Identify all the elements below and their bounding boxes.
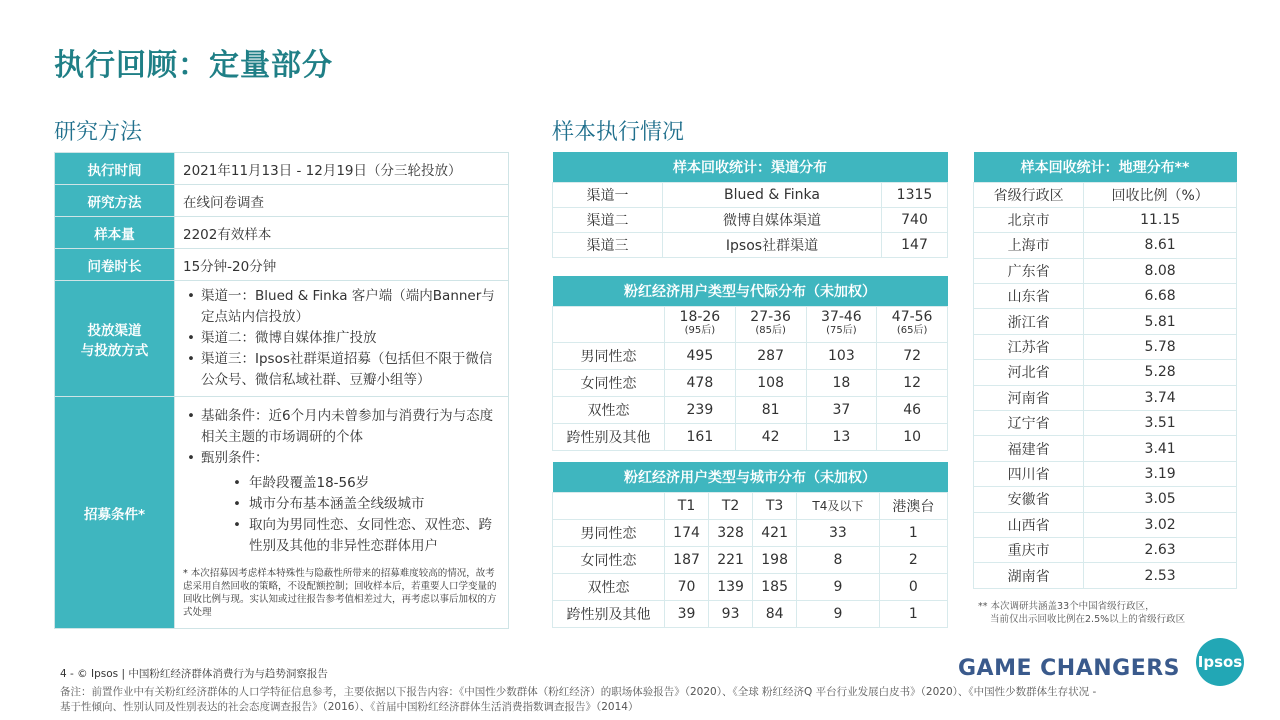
age-col	[806, 306, 877, 342]
row-label: 跨性别及其他	[553, 423, 665, 450]
channel-item: • 渠道一：Blued & Finka 客户端（端内Banner与定点站内信投放）	[183, 286, 500, 328]
province: 山西省	[974, 512, 1084, 537]
table-header-row	[553, 306, 948, 342]
cell: 37	[806, 396, 877, 423]
recruit-note: * 本次招募因考虑样本特殊性与隐蔽性所带来的招募难度较高的情况，故考虑采用自然回收的策略，不设配额控制；回收样本后，若重要人口学变量的回收比例与现。实认知或过往报告参考值相差过大，再考虑以事后加权的方式处理	[183, 568, 497, 618]
age-col	[665, 306, 736, 342]
city-col: T3	[753, 492, 797, 519]
cell: 161	[665, 423, 736, 450]
row-label: 跨性别及其他	[553, 600, 665, 627]
channel-label-line2: 与投放方式	[80, 342, 149, 359]
city-table-header: 粉红经济用户类型与城市分布（未加权）	[553, 462, 948, 492]
age-table-header: 粉红经济用户类型与代际分布（未加权）	[553, 276, 948, 306]
table-row	[974, 461, 1237, 486]
table-row	[553, 182, 948, 207]
footer-note: 备注：前置作业中有关粉红经济群体的人口学特征信息参考，主要依据以下报告内容：《中国性少数群体（粉红经济）的职场体验报告》（2020）、《全球 粉红经济Q 平台行业发展白皮书》（2020）、《中国性少数群体生存状况 - 基于性倾向、性别认同及性别表达的社会态度调查报告》（2016）、《首届中国粉红经济群体生活消费指数调查报告》（2014）	[60, 686, 1097, 713]
table-row	[974, 563, 1237, 588]
method-value: 2202有效样本	[175, 217, 509, 249]
age-gen: (95后)	[684, 325, 716, 336]
channel-source: Ipsos社群渠道	[663, 232, 882, 257]
ratio: 3.02	[1084, 512, 1237, 537]
age-range: 37-46	[821, 309, 862, 325]
method-section-title: 研究方法	[54, 120, 143, 145]
method-key: 样本量	[55, 217, 175, 249]
cell: 42	[735, 423, 806, 450]
table-row	[974, 512, 1237, 537]
table-row	[553, 396, 948, 423]
ratio: 3.51	[1084, 411, 1237, 436]
method-table	[54, 152, 509, 629]
method-key: 招募条件*	[55, 397, 175, 629]
table-row	[974, 309, 1237, 334]
cell: 328	[709, 519, 753, 546]
method-key: 研究方法	[55, 185, 175, 217]
province: 河北省	[974, 360, 1084, 385]
table-row	[974, 537, 1237, 562]
ratio: 5.28	[1084, 360, 1237, 385]
age-range: 47-56	[891, 309, 933, 325]
cell: 18	[806, 369, 877, 396]
recruit-sub-item: • 取向为男同性恋、女同性恋、双性恋、跨性别及其他的非异性恋群体用户	[183, 515, 500, 557]
geo-col: 省级行政区	[974, 182, 1084, 207]
channel-source: 微博自媒体渠道	[663, 207, 882, 232]
cell: 1	[879, 519, 947, 546]
method-key: 执行时间	[55, 153, 175, 185]
geo-table	[973, 152, 1237, 589]
row-label: 女同性恋	[553, 369, 665, 396]
age-gen: (85后)	[755, 325, 786, 336]
table-row	[553, 423, 948, 450]
age-gen: (65后)	[896, 325, 928, 336]
cell: 287	[735, 342, 806, 369]
cell: 187	[665, 546, 709, 573]
brand-slogan: GAME CHANGERS	[958, 656, 1181, 681]
channel-source: Blued & Finka	[663, 182, 882, 207]
ipsos-logo: Ipsos	[1196, 638, 1244, 686]
sample-section-title: 样本执行情况	[552, 120, 685, 145]
city-corner-cell	[553, 492, 665, 519]
table-row	[974, 411, 1237, 436]
cell: 0	[879, 573, 947, 600]
age-gen: (75后)	[826, 325, 857, 336]
method-row	[55, 249, 509, 281]
channel-label-line1: 投放渠道	[87, 322, 142, 339]
ratio: 2.53	[1084, 563, 1237, 588]
province: 安徽省	[974, 487, 1084, 512]
province: 重庆市	[974, 537, 1084, 562]
table-row	[974, 487, 1237, 512]
province: 福建省	[974, 436, 1084, 461]
ratio: 11.15	[1084, 207, 1237, 232]
age-col	[877, 306, 948, 342]
channel-item: • 渠道二：微博自媒体推广投放	[183, 328, 500, 349]
cell: 495	[665, 342, 736, 369]
channel-table	[552, 152, 948, 258]
channel-count: 147	[882, 232, 948, 257]
cell: 9	[797, 600, 880, 627]
province: 四川省	[974, 461, 1084, 486]
method-key: 问卷时长	[55, 249, 175, 281]
city-table	[552, 462, 948, 628]
method-row	[55, 217, 509, 249]
table-row	[974, 436, 1237, 461]
cell: 10	[877, 423, 948, 450]
province: 湖南省	[974, 563, 1084, 588]
table-row	[553, 232, 948, 257]
channel-item: • 渠道三：Ipsos社群渠道招募（包括但不限于微信公众号、微信私域社群、豆瓣小组等）	[183, 349, 500, 391]
cell: 103	[806, 342, 877, 369]
method-value: 15分钟-20分钟	[175, 249, 509, 281]
province: 上海市	[974, 233, 1084, 258]
cell: 93	[709, 600, 753, 627]
footer-page-info: 4 - © Ipsos | 中国粉红经济群体消费行为与趋势洞察报告	[60, 668, 328, 680]
cell: 46	[877, 396, 948, 423]
geo-col: 回收比例（%）	[1084, 182, 1237, 207]
cell: 70	[665, 573, 709, 600]
ratio: 5.81	[1084, 309, 1237, 334]
province: 山东省	[974, 284, 1084, 309]
method-value	[175, 397, 509, 629]
age-corner-cell	[553, 306, 665, 342]
method-row	[55, 153, 509, 185]
province: 广东省	[974, 258, 1084, 283]
province: 辽宁省	[974, 411, 1084, 436]
table-row	[974, 385, 1237, 410]
cell: 198	[753, 546, 797, 573]
cell: 139	[709, 573, 753, 600]
age-table	[552, 276, 948, 451]
table-row	[553, 207, 948, 232]
ratio: 8.61	[1084, 233, 1237, 258]
ratio: 3.19	[1084, 461, 1237, 486]
method-row	[55, 397, 509, 629]
method-row	[55, 281, 509, 397]
table-row	[974, 207, 1237, 232]
age-range: 18-26	[679, 309, 721, 325]
cell: 421	[753, 519, 797, 546]
geo-note	[978, 600, 1185, 626]
channel-name: 渠道一	[553, 182, 663, 207]
cell: 185	[753, 573, 797, 600]
table-row	[553, 546, 948, 573]
channel-count: 740	[882, 207, 948, 232]
cell: 81	[735, 396, 806, 423]
cell: 9	[797, 573, 880, 600]
row-label: 男同性恋	[553, 342, 665, 369]
cell: 72	[877, 342, 948, 369]
cell: 13	[806, 423, 877, 450]
cell: 108	[735, 369, 806, 396]
row-label: 女同性恋	[553, 546, 665, 573]
channel-name: 渠道二	[553, 207, 663, 232]
table-row	[553, 600, 948, 627]
age-range: 27-36	[750, 309, 791, 325]
ratio: 5.78	[1084, 334, 1237, 359]
table-row	[553, 573, 948, 600]
cell: 2	[879, 546, 947, 573]
table-row	[553, 342, 948, 369]
channel-count: 1315	[882, 182, 948, 207]
table-row	[974, 258, 1237, 283]
geo-note-line1: ** 本次调研共涵盖33个中国省级行政区，	[978, 601, 1155, 612]
table-row	[974, 233, 1237, 258]
method-key	[55, 281, 175, 397]
table-row	[974, 360, 1237, 385]
row-label: 男同性恋	[553, 519, 665, 546]
ratio: 6.68	[1084, 284, 1237, 309]
cell: 39	[665, 600, 709, 627]
recruit-item: • 基础条件：近6个月内未曾参加与消费行为与态度相关主题的市场调研的个体	[183, 406, 500, 448]
ratio: 3.74	[1084, 385, 1237, 410]
table-row	[553, 519, 948, 546]
method-value: 2021年11月13日 - 12月19日（分三轮投放）	[175, 153, 509, 185]
province: 浙江省	[974, 309, 1084, 334]
geo-table-header: 样本回收统计：地理分布**	[974, 152, 1237, 182]
method-value: 在线问卷调查	[175, 185, 509, 217]
city-col: T1	[665, 492, 709, 519]
recruit-sub-item: • 年龄段覆盖18-56岁	[183, 473, 500, 494]
city-col: 港澳台	[879, 492, 947, 519]
geo-note-line2: 当前仅出示回收比例在2.5%以上的省级行政区	[990, 614, 1186, 625]
table-header-row	[974, 182, 1237, 207]
city-col: T4及以下	[797, 492, 880, 519]
cell: 33	[797, 519, 880, 546]
channel-name: 渠道三	[553, 232, 663, 257]
table-row	[974, 334, 1237, 359]
age-col	[735, 306, 806, 342]
province: 江苏省	[974, 334, 1084, 359]
table-header-row	[553, 492, 948, 519]
page-title: 执行回顾：定量部分	[54, 48, 333, 83]
cell: 221	[709, 546, 753, 573]
method-value	[175, 281, 509, 397]
channel-table-header: 样本回收统计：渠道分布	[553, 152, 948, 182]
method-row	[55, 185, 509, 217]
cell: 239	[665, 396, 736, 423]
cell: 12	[877, 369, 948, 396]
ratio: 2.63	[1084, 537, 1237, 562]
row-label: 双性恋	[553, 396, 665, 423]
recruit-item: • 甄别条件：	[183, 448, 500, 469]
cell: 8	[797, 546, 880, 573]
table-row	[974, 284, 1237, 309]
city-col: T2	[709, 492, 753, 519]
ratio: 8.08	[1084, 258, 1237, 283]
cell: 174	[665, 519, 709, 546]
ratio: 3.41	[1084, 436, 1237, 461]
province: 北京市	[974, 207, 1084, 232]
cell: 1	[879, 600, 947, 627]
table-row	[553, 369, 948, 396]
cell: 478	[665, 369, 736, 396]
province: 河南省	[974, 385, 1084, 410]
cell: 84	[753, 600, 797, 627]
row-label: 双性恋	[553, 573, 665, 600]
recruit-sub-item: • 城市分布基本涵盖全线级城市	[183, 494, 500, 515]
ratio: 3.05	[1084, 487, 1237, 512]
